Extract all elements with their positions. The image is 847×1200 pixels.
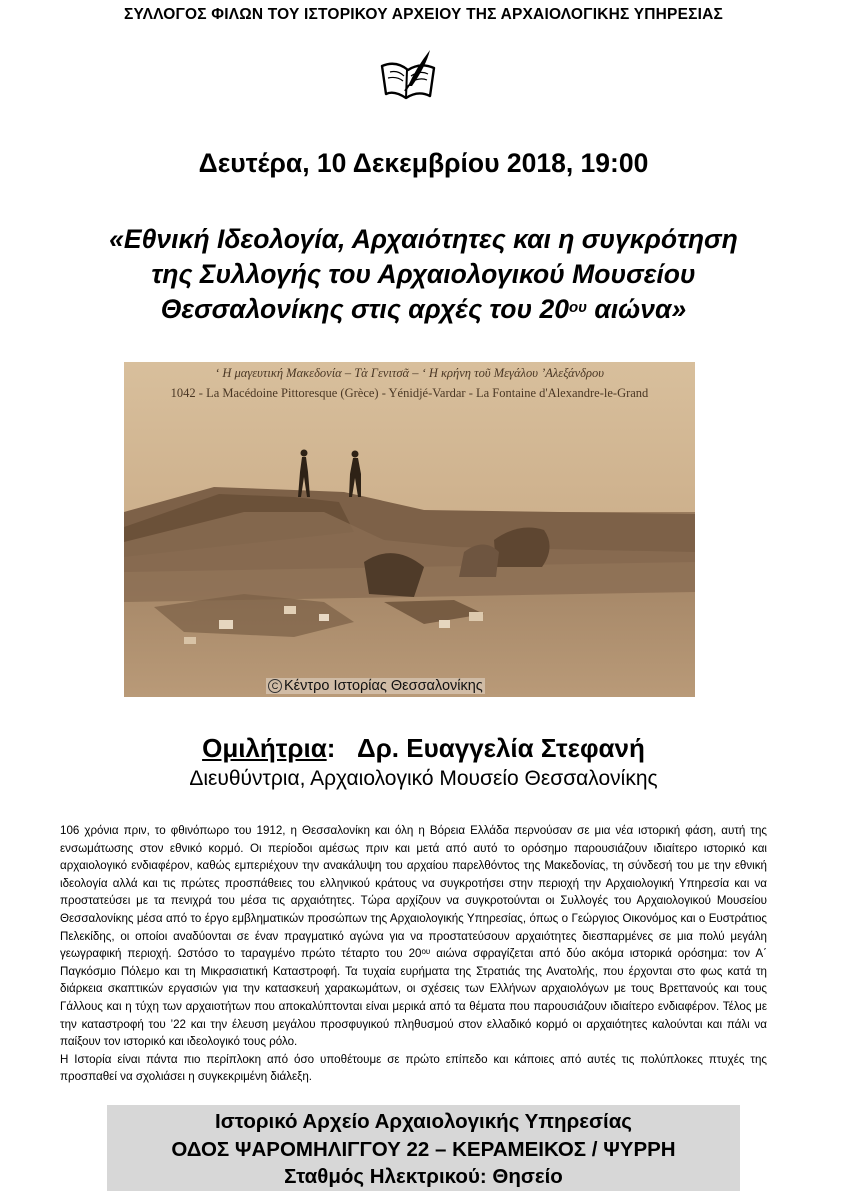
postcard-caption-greek: ‘ Η μαγευτική Μακεδονία – Τὰ Γενιτσᾶ – ‘ Η κρήνη τοῦ Μεγάλου ’Αλεξάνδρου: [215, 366, 604, 380]
photo-credit: [266, 678, 485, 694]
historic-postcard-photo: [124, 362, 695, 697]
speaker-label: Ομιλήτρια: [202, 733, 327, 763]
description-paragraph: Η Ιστορία είναι πάντα πιο περίπλοκη από όσο υποθέτουμε σε πρώτο επίπεδο και κάποιες από αυτές τις πολύπλοκες πτυχές της προσπαθεί να σχολιάσει η συγκεκριμένη διάλεξη.: [60, 1052, 767, 1084]
lecture-description: [60, 822, 767, 1086]
venue-station: Σταθμός Ηλεκτρικού: Θησείο: [284, 1165, 563, 1188]
venue-footer: [107, 1105, 740, 1191]
title-line: Θεσσαλονίκης στις αρχές του $20^{o\upsilon}$ αιώνα»: [160, 294, 687, 324]
event-datetime: Δευτέρα, 10 Δεκεμβρίου 2018, 19:00: [198, 148, 649, 178]
title-line: της Συλλογής του Αρχαιολογικού Μουσείου: [151, 259, 696, 289]
book-quill-icon: [378, 48, 438, 106]
speaker-name: Δρ. Ευαγγελία Στεφανή: [357, 733, 645, 763]
speaker-line: Ομιλήτρια: Δρ. Ευαγγελία Στεφανή: [202, 733, 645, 763]
description-paragraph: 106 χρόνια πριν, το φθινόπωρο του 1912, η Θεσσαλονίκη και όλη η Βόρεια Ελλάδα περνούσαν σε μια νέα ιστορική φάση, αυτή της ενσωμάτωσης στον εθνικό κορμό. Οι περίοδοι αμέσως πριν και μετά από αυτό το ορόσημο παρουσιάζουν ιδιαίτερο ιστορικό και αρχαιολογικό ενδιαφέρον, καθώς εμπεριέχουν την ανακάλυψη του αρχαίου παρελθόντος της Μακεδονίας, τη σύνδεσή του με την εθνική ιδεολογία αλλά και τις πρώτες προσπάθειες του ελληνικού κράτους να συγκροτήσει στην περιοχή την Αρχαιολογική Υπηρεσία και να προστατεύσει με τα πενιχρά του μέσα τις αρχαιότητες. Τώρα αρχίζουν να συγκροτούνται οι Συλλογές του Αρχαιολογικού Μουσείου Θεσσαλονίκης μέσα από το έργο εμβληματικών προσώπων της Αρχαιολογικής Υπηρεσίας, όπως ο Γεώργιος Οικονόμος και ο Ευστράτιος Πελεκίδης, οι οποίοι αναδύονται σε έναν πραγματικό αγώνα για να προστατεύσουν αρχαιότητες διεσπαρμένες σε μια πολύ μεγάλη γεωγραφική περιοχή. Ωστόσο το ταραγμένο πρώτο τέταρτο του $20^{o\upsilon}$ αιώνα σφραγίζεται από δύο ακόμα ιστορικά ορόσημα: τον Α΄ Παγκόσμιο Πόλεμο και τη Μικρασιατική Καταστροφή. Τα τυχαία ευρήματα της Στρατιάς της Ανατολής, που έρχονται στο φως κατά τη διάρκεια σκαπτικών εργασιών για την κατασκευή χαρακωμάτων, οι σχέσεις των Ελλήνων αρχαιολόγων με τους Βρεττανούς και τους Γάλλους και η τύχη των αρχαιοτήτων που αποκαλύπτονται είναι μερικά από τα θέματα που παρουσιάζουν ιδιαίτερο ενδιαφέρον. Τέλος με την καταστροφή του ’22 και την έλευση μεγάλου προσφυγικού πληθυσμού στον ελλαδικό κορμό οι αρχαιότητες καλούνται και πάλι να παίξουν τον ιστορικό και ιδεολογικό τους ρόλο.: [60, 824, 767, 1049]
photo-credit-text: Κέντρο Ιστορίας Θεσσαλονίκης: [284, 678, 483, 694]
speaker-role: Διευθύντρια, Αρχαιολογικό Μουσείο Θεσσαλονίκης: [189, 767, 658, 790]
copyright-icon: C: [268, 679, 282, 693]
title-line: «Εθνική Ιδεολογία, Αρχαιότητες και η συγκρότηση: [109, 224, 738, 254]
venue-address: ΟΔΟΣ ΨΑΡΟΜΗΛΙΓΓΟΥ 22 – ΚΕΡΑΜΕΙΚΟΣ / ΨΥΡΡΗ: [171, 1137, 676, 1161]
organization-header: ΣΥΛΛΟΓΟΣ ΦΙΛΩΝ ΤΟΥ ΙΣΤΟΡΙΚΟΥ ΑΡΧΕΙΟΥ ΤΗΣ ΑΡΧΑΙΟΛΟΓΙΚΗΣ ΥΠΗΡΕΣΙΑΣ: [123, 6, 724, 23]
lecture-title: [20, 222, 827, 327]
postcard-caption-french: 1042 - La Macédoine Pittoresque (Grèce) - Yénidjé-Vardar - La Fontaine d'Alexandre-le-Grand: [170, 386, 649, 400]
venue-name: Ιστορικό Αρχείο Αρχαιολογικής Υπηρεσίας: [215, 1110, 632, 1133]
